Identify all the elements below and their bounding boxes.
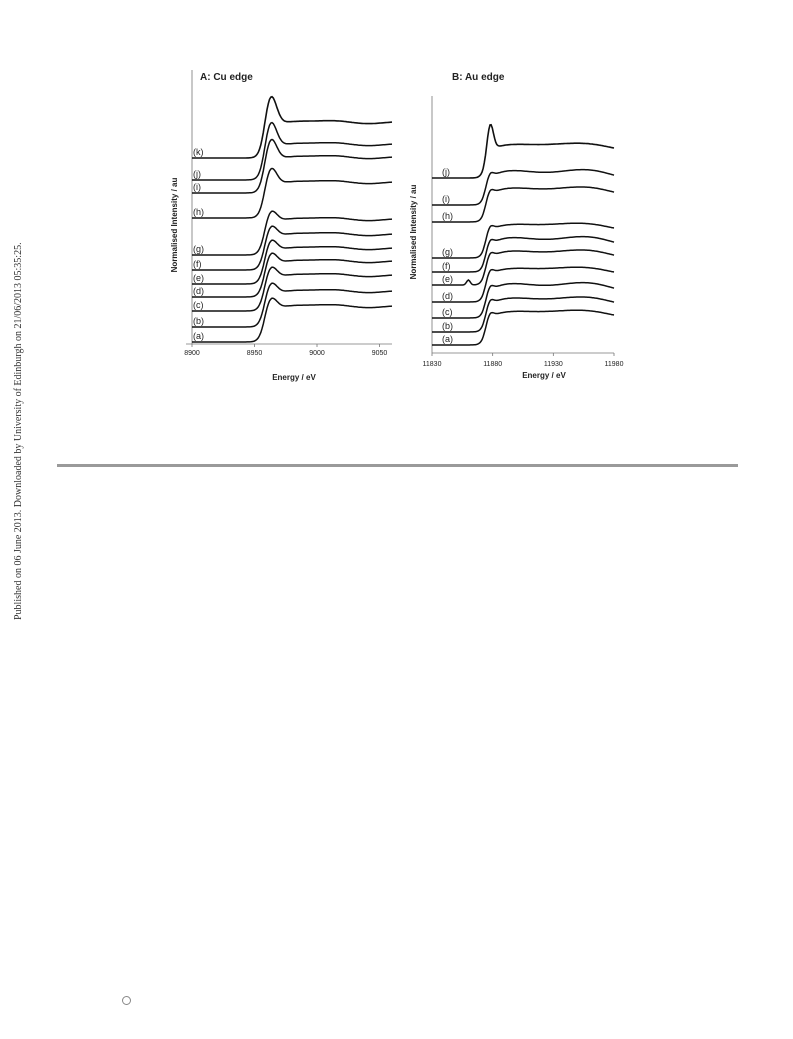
panel-a-ticks xyxy=(184,344,387,357)
panel-a-ylabel: Normalised Intensity / au xyxy=(170,177,179,273)
series-label-f: (f) xyxy=(442,261,451,271)
panel-b-title: B: Au edge xyxy=(452,72,505,83)
series-line-c xyxy=(432,283,614,318)
series-line-c xyxy=(192,267,392,311)
x-tick-label: 11830 xyxy=(422,361,442,368)
x-tick-label: 11880 xyxy=(483,361,503,368)
series-label-f: (f) xyxy=(193,259,202,269)
series-label-i: (i) xyxy=(442,194,450,204)
panel-a-xlabel: Energy / eV xyxy=(272,373,316,382)
panel-a-curves xyxy=(192,97,392,342)
series-label-a: (a) xyxy=(442,334,453,344)
panel-b-ylabel: Normalised Intensity / au xyxy=(409,184,418,280)
panel-b-xlabel: Energy / eV xyxy=(522,371,566,380)
series-label-d: (d) xyxy=(442,291,453,301)
series-label-h: (h) xyxy=(442,211,453,221)
series-label-j: (j) xyxy=(193,169,201,179)
panel-a-title: A: Cu edge xyxy=(200,72,253,83)
series-label-d: (d) xyxy=(193,286,204,296)
series-line-f xyxy=(432,237,614,272)
series-label-g: (g) xyxy=(442,247,453,257)
series-label-b: (b) xyxy=(193,316,204,326)
series-label-c: (c) xyxy=(442,307,453,317)
series-label-k: (k) xyxy=(193,147,204,157)
series-label-c: (c) xyxy=(193,300,204,310)
x-tick-label: 9050 xyxy=(371,350,388,357)
panel-b-ticks xyxy=(423,353,624,368)
series-line-j xyxy=(192,123,392,180)
series-line-a xyxy=(192,298,392,342)
panel-a-labels xyxy=(193,147,204,341)
panel-b-curves xyxy=(432,125,614,345)
x-tick-label: 11930 xyxy=(543,361,563,368)
x-tick-label: 11980 xyxy=(604,361,624,368)
series-label-a: (a) xyxy=(193,331,204,341)
side-note: Published on 06 June 2013. Downloaded by University of Edinburgh on 21/06/2013 05:35:25. xyxy=(13,242,24,620)
series-label-i: (i) xyxy=(193,182,201,192)
series-label-h: (h) xyxy=(193,207,204,217)
series-label-b: (b) xyxy=(442,321,453,331)
series-label-e: (e) xyxy=(442,274,453,284)
horizontal-rule xyxy=(57,464,738,467)
figure xyxy=(0,0,793,460)
panel-a xyxy=(170,70,392,382)
x-tick-label: 9000 xyxy=(309,350,325,357)
series-line-i xyxy=(192,140,392,194)
panel-b xyxy=(409,72,624,380)
series-label-j: (j) xyxy=(442,167,450,177)
x-tick-label: 8900 xyxy=(184,350,200,357)
x-tick-label: 8950 xyxy=(246,350,263,357)
circle-mark xyxy=(122,996,131,1005)
series-line-g xyxy=(432,223,614,258)
series-label-g: (g) xyxy=(193,244,204,254)
series-label-e: (e) xyxy=(193,273,204,283)
series-line-a xyxy=(432,310,614,345)
series-line-k xyxy=(192,97,392,158)
